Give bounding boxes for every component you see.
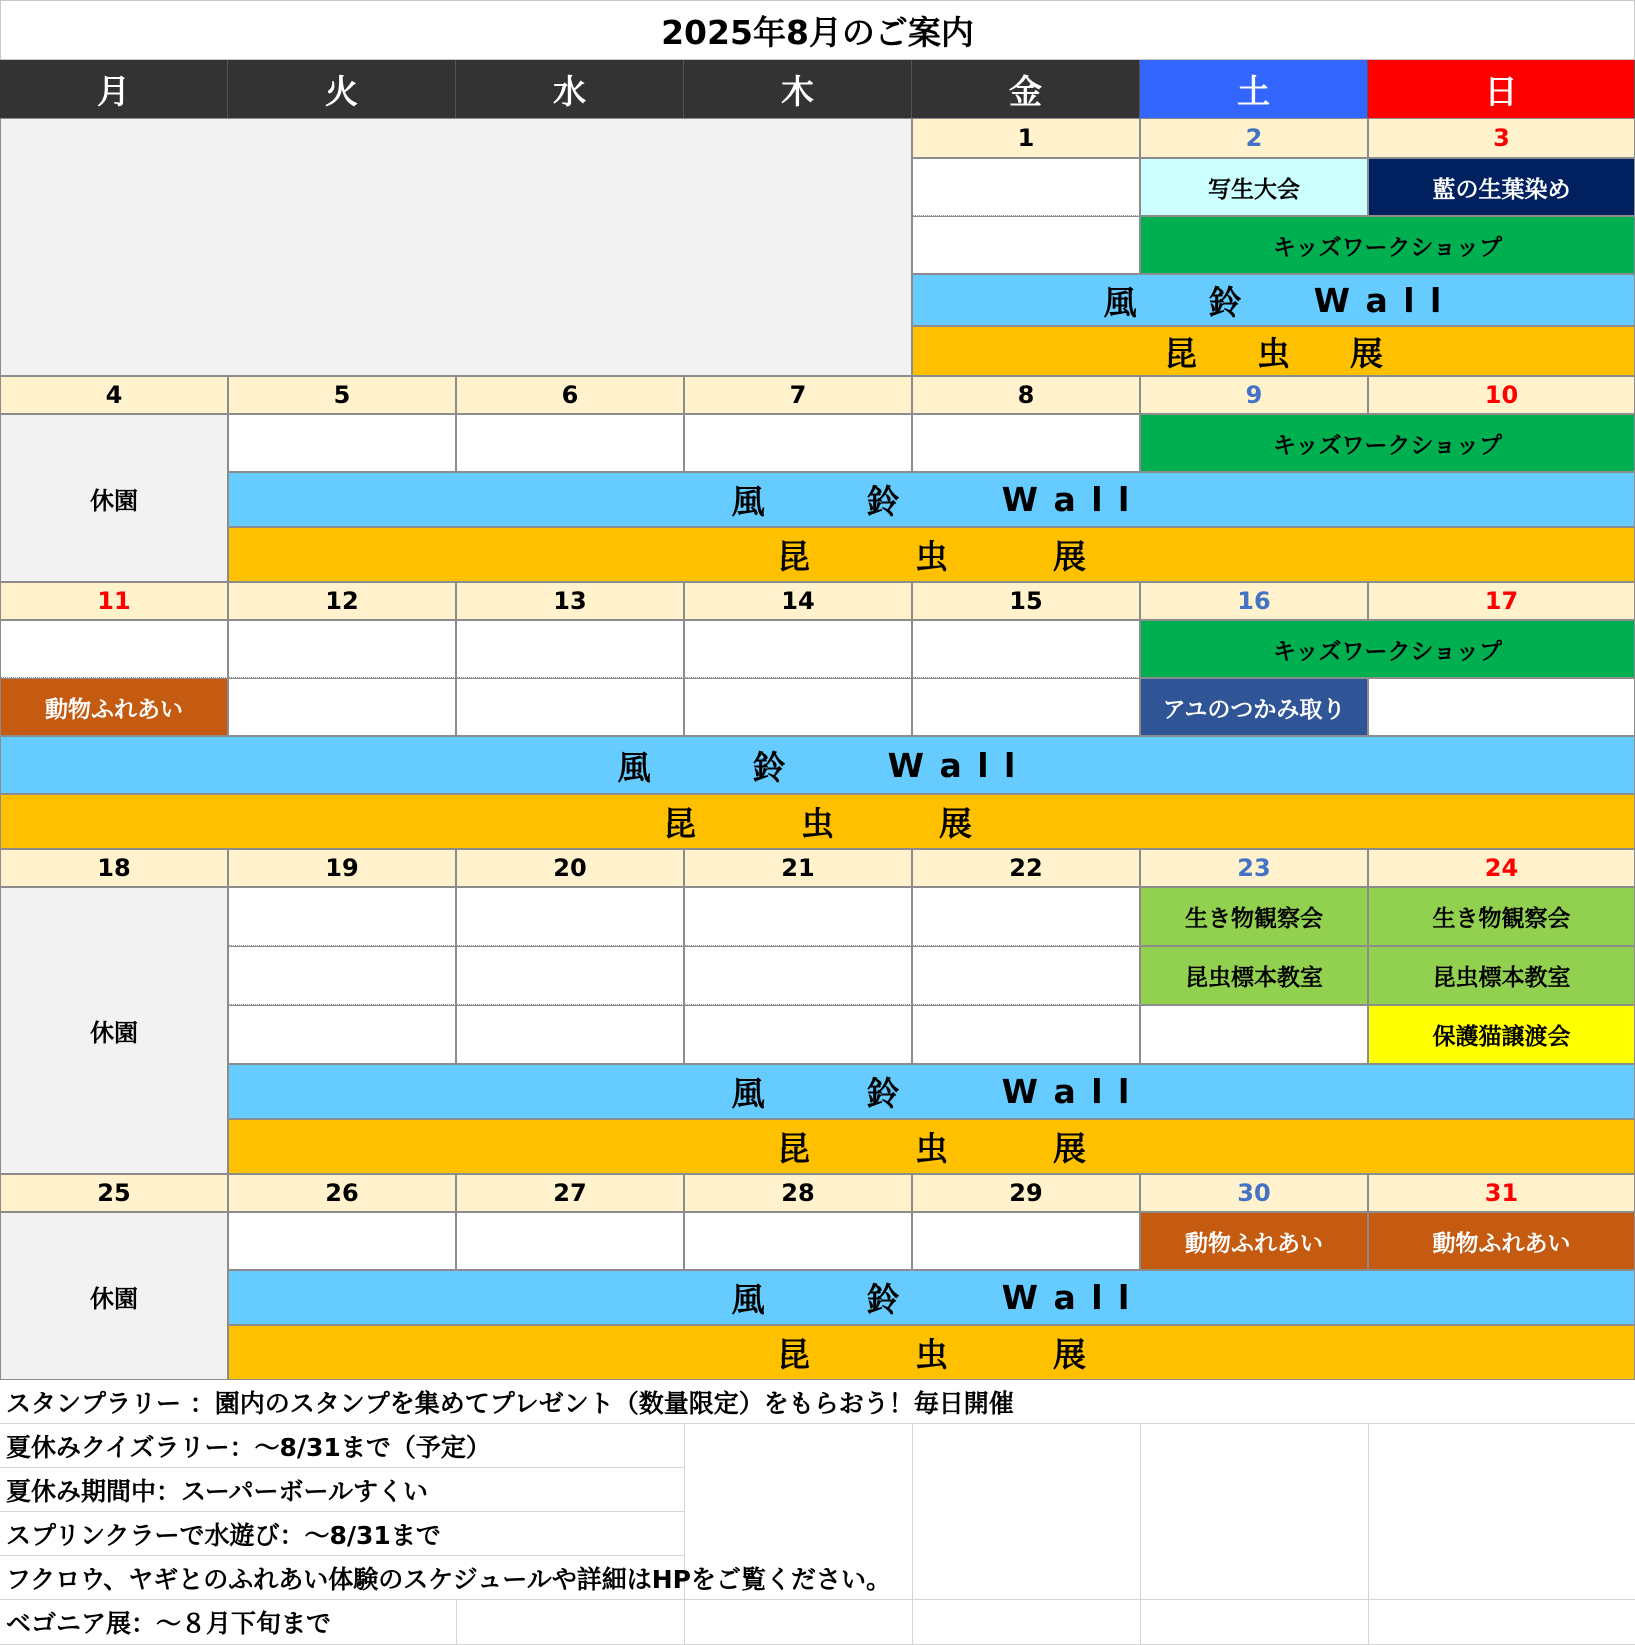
empty-cell <box>912 678 1140 736</box>
band-wind-chime-wall: 風 鈴 W a l l <box>228 1064 1635 1119</box>
empty-cell <box>456 414 684 472</box>
event-creature-observation: 生き物観察会 <box>1140 887 1368 946</box>
band-wind-chime-wall: 風 鈴 W a l l <box>912 274 1635 326</box>
date-28: 28 <box>684 1174 912 1212</box>
empty-cell <box>912 620 1140 678</box>
header-thu: 木 <box>684 60 912 118</box>
empty-cell <box>456 887 684 946</box>
date-4: 4 <box>0 376 228 414</box>
empty-cell <box>684 1005 912 1064</box>
band-insect-exhibit: 昆 虫 展 <box>912 326 1635 376</box>
empty-cell <box>912 158 1140 216</box>
empty-cell <box>912 887 1140 946</box>
date-9: 9 <box>1140 376 1368 414</box>
date-19: 19 <box>228 849 456 887</box>
empty-cell <box>912 216 1140 274</box>
note-super-ball: 夏休み期間中：スーパーボールすくい <box>0 1468 684 1512</box>
event-animal-contact: 動物ふれあい <box>1140 1212 1368 1270</box>
date-7: 7 <box>684 376 912 414</box>
event-creature-observation: 生き物観察会 <box>1368 887 1635 946</box>
empty-cell <box>228 1212 456 1270</box>
event-animal-contact: 動物ふれあい <box>1368 1212 1635 1270</box>
band-wind-chime-wall: 風 鈴 W a l l <box>0 736 1635 794</box>
footer-grid-cell <box>684 1424 912 1645</box>
date-16: 16 <box>1140 582 1368 620</box>
closed-cell: 休園 <box>0 887 228 1174</box>
event-animal-contact: 動物ふれあい <box>0 678 228 736</box>
footer-grid-cell <box>1140 1424 1368 1645</box>
footer-grid-cell <box>456 1600 684 1645</box>
date-17: 17 <box>1368 582 1635 620</box>
date-3: 3 <box>1368 118 1635 158</box>
empty-cell <box>684 887 912 946</box>
date-23: 23 <box>1140 849 1368 887</box>
empty-cell <box>456 1212 684 1270</box>
empty-cell <box>684 414 912 472</box>
empty-cell <box>684 946 912 1005</box>
empty-cell <box>456 946 684 1005</box>
note-begonia: ベゴニア展：～８月下旬まで <box>0 1600 456 1645</box>
date-20: 20 <box>456 849 684 887</box>
date-6: 6 <box>456 376 684 414</box>
empty-cell <box>456 620 684 678</box>
date-24: 24 <box>1368 849 1635 887</box>
date-26: 26 <box>228 1174 456 1212</box>
band-wind-chime-wall: 風 鈴 W a l l <box>228 1270 1635 1325</box>
empty-cell <box>1368 678 1635 736</box>
date-13: 13 <box>456 582 684 620</box>
date-12: 12 <box>228 582 456 620</box>
date-11: 11 <box>0 582 228 620</box>
date-5: 5 <box>228 376 456 414</box>
band-insect-exhibit: 昆 虫 展 <box>228 1119 1635 1174</box>
date-15: 15 <box>912 582 1140 620</box>
closed-cell: 休園 <box>0 414 228 582</box>
empty-cell <box>228 1005 456 1064</box>
closed-cell: 休園 <box>0 1212 228 1380</box>
empty-cell <box>684 620 912 678</box>
date-1: 1 <box>912 118 1140 158</box>
empty-cell <box>228 678 456 736</box>
date-21: 21 <box>684 849 912 887</box>
empty-cell <box>0 620 228 678</box>
note-sprinkler: スプリンクラーで水遊び：～8/31まで <box>0 1512 684 1556</box>
empty-cell <box>912 946 1140 1005</box>
empty-cell <box>228 414 456 472</box>
event-indigo-dyeing: 藍の生葉染め <box>1368 158 1635 216</box>
event-ayu-catching: アユのつかみ取り <box>1140 678 1368 736</box>
empty-cell <box>456 678 684 736</box>
band-insect-exhibit: 昆 虫 展 <box>228 1325 1635 1380</box>
event-kids-workshop: キッズワークショップ <box>1140 620 1635 678</box>
date-22: 22 <box>912 849 1140 887</box>
date-8: 8 <box>912 376 1140 414</box>
empty-cell <box>1140 1005 1368 1064</box>
date-18: 18 <box>0 849 228 887</box>
event-sketch-contest: 写生大会 <box>1140 158 1368 216</box>
date-14: 14 <box>684 582 912 620</box>
event-cat-adoption: 保護猫譲渡会 <box>1368 1005 1635 1064</box>
date-29: 29 <box>912 1174 1140 1212</box>
footer-grid-cell <box>1368 1424 1635 1645</box>
empty-cell <box>684 678 912 736</box>
note-stamp-rally: スタンプラリー ：園内のスタンプを集めてプレゼント（数量限定）をもらおう！毎日開催 <box>0 1380 1635 1424</box>
date-27: 27 <box>456 1174 684 1212</box>
header-mon: 月 <box>0 60 228 118</box>
page-title: 2025年8月のご案内 <box>0 0 1635 60</box>
event-insect-specimen-class: 昆虫標本教室 <box>1140 946 1368 1005</box>
event-kids-workshop: キッズワークショップ <box>1140 414 1635 472</box>
empty-cell <box>228 887 456 946</box>
header-wed: 水 <box>456 60 684 118</box>
empty-cell <box>684 1212 912 1270</box>
band-wind-chime-wall: 風 鈴 W a l l <box>228 472 1635 527</box>
band-insect-exhibit: 昆 虫 展 <box>0 794 1635 849</box>
event-insect-specimen-class: 昆虫標本教室 <box>1368 946 1635 1005</box>
empty-cell <box>228 620 456 678</box>
empty-cell <box>912 1005 1140 1064</box>
footer-grid-cell <box>912 1424 1140 1645</box>
band-insect-exhibit: 昆 虫 展 <box>228 527 1635 582</box>
event-kids-workshop: キッズワークショップ <box>1140 216 1635 274</box>
header-sun: 日 <box>1368 60 1635 118</box>
date-30: 30 <box>1140 1174 1368 1212</box>
empty-cell <box>228 946 456 1005</box>
empty-cell <box>912 1212 1140 1270</box>
header-fri: 金 <box>912 60 1140 118</box>
note-owl-goat: フクロウ、ヤギとのふれあい体験のスケジュールや詳細はHPをご覧ください。 <box>0 1556 1635 1600</box>
empty-prev-month <box>0 118 912 376</box>
empty-cell <box>456 1005 684 1064</box>
header-tue: 火 <box>228 60 456 118</box>
note-quiz-rally: 夏休みクイズラリー：～8/31まで（予定） <box>0 1424 684 1468</box>
date-2: 2 <box>1140 118 1368 158</box>
empty-cell <box>912 414 1140 472</box>
date-10: 10 <box>1368 376 1635 414</box>
date-31: 31 <box>1368 1174 1635 1212</box>
header-sat: 土 <box>1140 60 1368 118</box>
date-25: 25 <box>0 1174 228 1212</box>
